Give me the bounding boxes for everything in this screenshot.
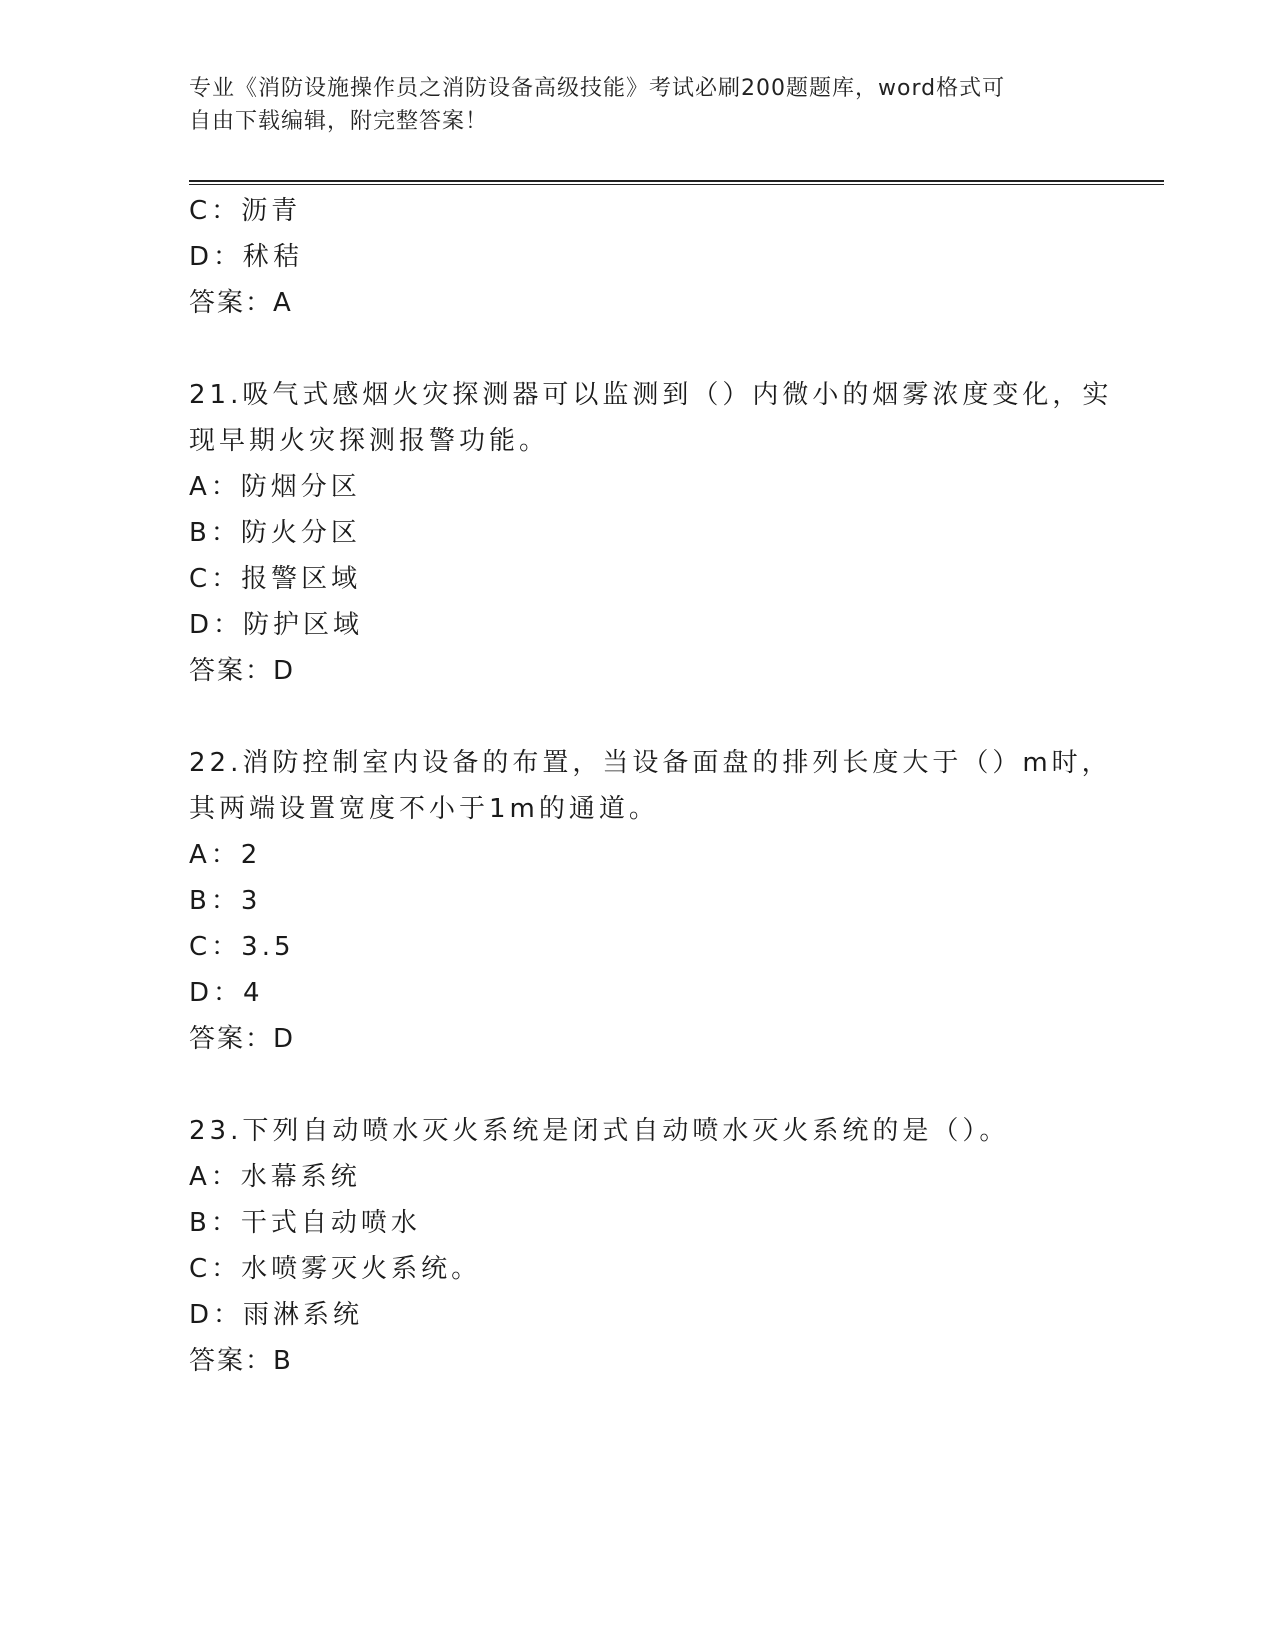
question-stem-line-2: 其两端设置宽度不小于1m的通道。 (189, 794, 659, 824)
option-b: B：干式自动喷水 (189, 1208, 421, 1238)
option-d: D：4 (189, 978, 264, 1008)
option-a: A：2 (189, 840, 262, 870)
header-title-line-2: 自由下载编辑，附完整答案！ (189, 109, 489, 134)
answer-line: 答案：D (189, 656, 296, 686)
option-c: C：报警区域 (189, 564, 362, 594)
question-stem-line-1: 23.下列自动喷水灭火系统是闭式自动喷水灭火系统的是（）。 (189, 1116, 1010, 1146)
spacer (189, 1062, 1089, 1108)
header-title-line-1: 专业《消防设施操作员之消防设备高级技能》考试必刷200题题库，word格式可 (189, 76, 1006, 101)
option-b: B：3 (189, 886, 262, 916)
question-stem-line-2: 现早期火灾探测报警功能。 (189, 426, 550, 456)
option-c: C：水喷雾灭火系统。 (189, 1254, 482, 1284)
option-d: D：雨淋系统 (189, 1300, 364, 1330)
question-22 (189, 740, 1112, 1062)
question-23 (189, 1108, 1089, 1384)
question-21 (189, 372, 1113, 694)
option-c: C：3.5 (189, 932, 295, 962)
option-d: D：秫秸 (189, 242, 304, 272)
answer-line: 答案：A (189, 288, 293, 318)
option-b: B：防火分区 (189, 518, 361, 548)
answer-line: 答案：B (189, 1346, 293, 1376)
option-c: C：沥青 (189, 196, 302, 226)
question-20-tail (189, 188, 1089, 326)
spacer (189, 326, 1089, 372)
spacer (189, 694, 1089, 740)
document-header (189, 72, 1079, 138)
answer-line: 答案：D (189, 1024, 296, 1054)
header-divider (189, 180, 1164, 185)
option-a: A：水幕系统 (189, 1162, 361, 1192)
question-stem-line-1: 21.吸气式感烟火灾探测器可以监测到（）内微小的烟雾浓度变化，实 (189, 380, 1113, 410)
option-a: A：防烟分区 (189, 472, 361, 502)
option-d: D：防护区域 (189, 610, 364, 640)
question-list (189, 188, 1113, 1384)
question-stem-line-1: 22.消防控制室内设备的布置，当设备面盘的排列长度大于（）m时， (189, 748, 1112, 778)
